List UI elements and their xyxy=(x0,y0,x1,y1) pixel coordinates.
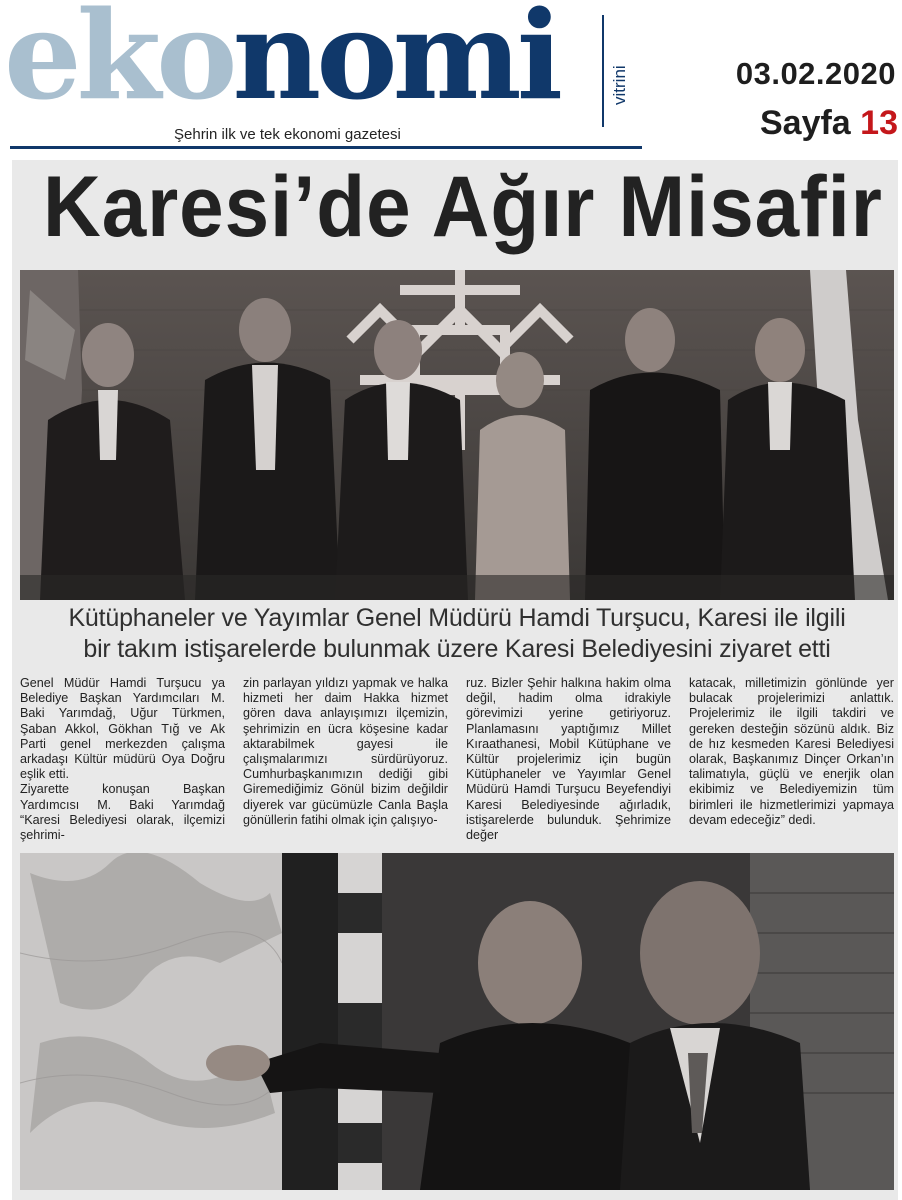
group-photo xyxy=(20,270,894,600)
logo-wordmark xyxy=(4,0,559,127)
newspaper-logo xyxy=(0,0,650,152)
map-photo xyxy=(20,853,894,1190)
article-clipping xyxy=(12,160,898,1200)
page-number: 13 xyxy=(860,104,898,142)
article-column xyxy=(20,676,225,841)
issue-date: 03.02.2020 xyxy=(735,56,896,91)
masthead xyxy=(0,0,902,160)
article-column xyxy=(466,676,671,841)
article-column xyxy=(243,676,448,841)
subhead-line-2: bir takım istişarelerde bulunmak üzere Karesi Belediyesini ziyaret etti xyxy=(83,635,831,663)
logo-underline xyxy=(10,146,642,149)
body-paragraph: zin parlayan yıldızı yapmak ve halka hizmeti her daim Hakka hizmet gören dava anlayışımızı ilçemizin, şehrimizin en ücra köşesine kadar aktarabilmek gayesi ile çalışmalarımızı sürdürüyoruz. Cumhurbaşkanımızın dediği gibi Giremediğimiz Gönül bizim değildir diyerek var gücümüzle Canla Başla gönüllerin fatihi olmak için çalışıyo- xyxy=(243,676,448,827)
logo-part-light: eko xyxy=(4,0,233,127)
page-label: Sayfa xyxy=(759,104,851,142)
body-paragraph: Ziyarette konuşan Başkan Yardımcısı M. Baki Yarımdağ “Karesi Belediyesi olarak, ilçemizi şehrimi- xyxy=(20,782,225,843)
article-headline: Karesi’de Ağır Misafir xyxy=(43,159,883,255)
body-paragraph: Genel Müdür Hamdi Turşucu ya Belediye Başkan Yardımcıları M. Baki Yarımdağ, Uğur Türkmen, Şaban Akkol, Gökhan Tığ ve Ak Parti genel merkezden çalışma arkadaşı Kültür müdürü Oya Doğru eşlik etti. xyxy=(20,676,225,782)
group-photo-image xyxy=(20,270,894,600)
article-column xyxy=(689,676,894,841)
subhead-line-1: Kütüphaneler ve Yayımlar Genel Müdürü Hamdi Turşucu, Karesi ile ilgili xyxy=(68,604,846,632)
article-body xyxy=(20,676,894,841)
page-indicator xyxy=(760,104,898,143)
article-subheadline xyxy=(20,603,894,665)
logo-vertical-text: vitrini xyxy=(610,65,629,105)
logo-part-dark: nomi xyxy=(232,0,559,127)
map-photo-image xyxy=(20,853,894,1190)
body-paragraph: ruz. Bizler Şehir halkına hakim olma değil, hadim olma idrakiyle görevimizi yerine getiriyoruz. Planlamasını yaptığımız Millet Kıraathanesi, Mobil Kütüphane ve Kültür projelerimiz için bugün Kütüphaneler ve Yayımlar Genel Müdürü Hamdi Turşucu Beyefendiyi Karesi Belediyesinde ağırladık, istişarelerde bulunduk. Şehrimize değer xyxy=(466,676,671,843)
logo-vertical-label xyxy=(602,15,636,127)
newspaper-tagline: Şehrin ilk ve tek ekonomi gazetesi xyxy=(174,126,401,143)
body-paragraph: katacak, milletimizin gönlünde yer bulacak projelerimizi anlattık. Projelerimiz ile ilgili takdiri ve gereken desteğin sözünü aldık. Biz de hız kesmeden Karesi Belediyesi olarak, Başkanımız Dinçer Orkan’ın talimatıyla, güçlü ve enerjik olan ekibimiz ve Belediyemizin tüm birimleri ile hizmetlerimizi yapmaya devam edeceğiz” dedi. xyxy=(689,676,894,827)
